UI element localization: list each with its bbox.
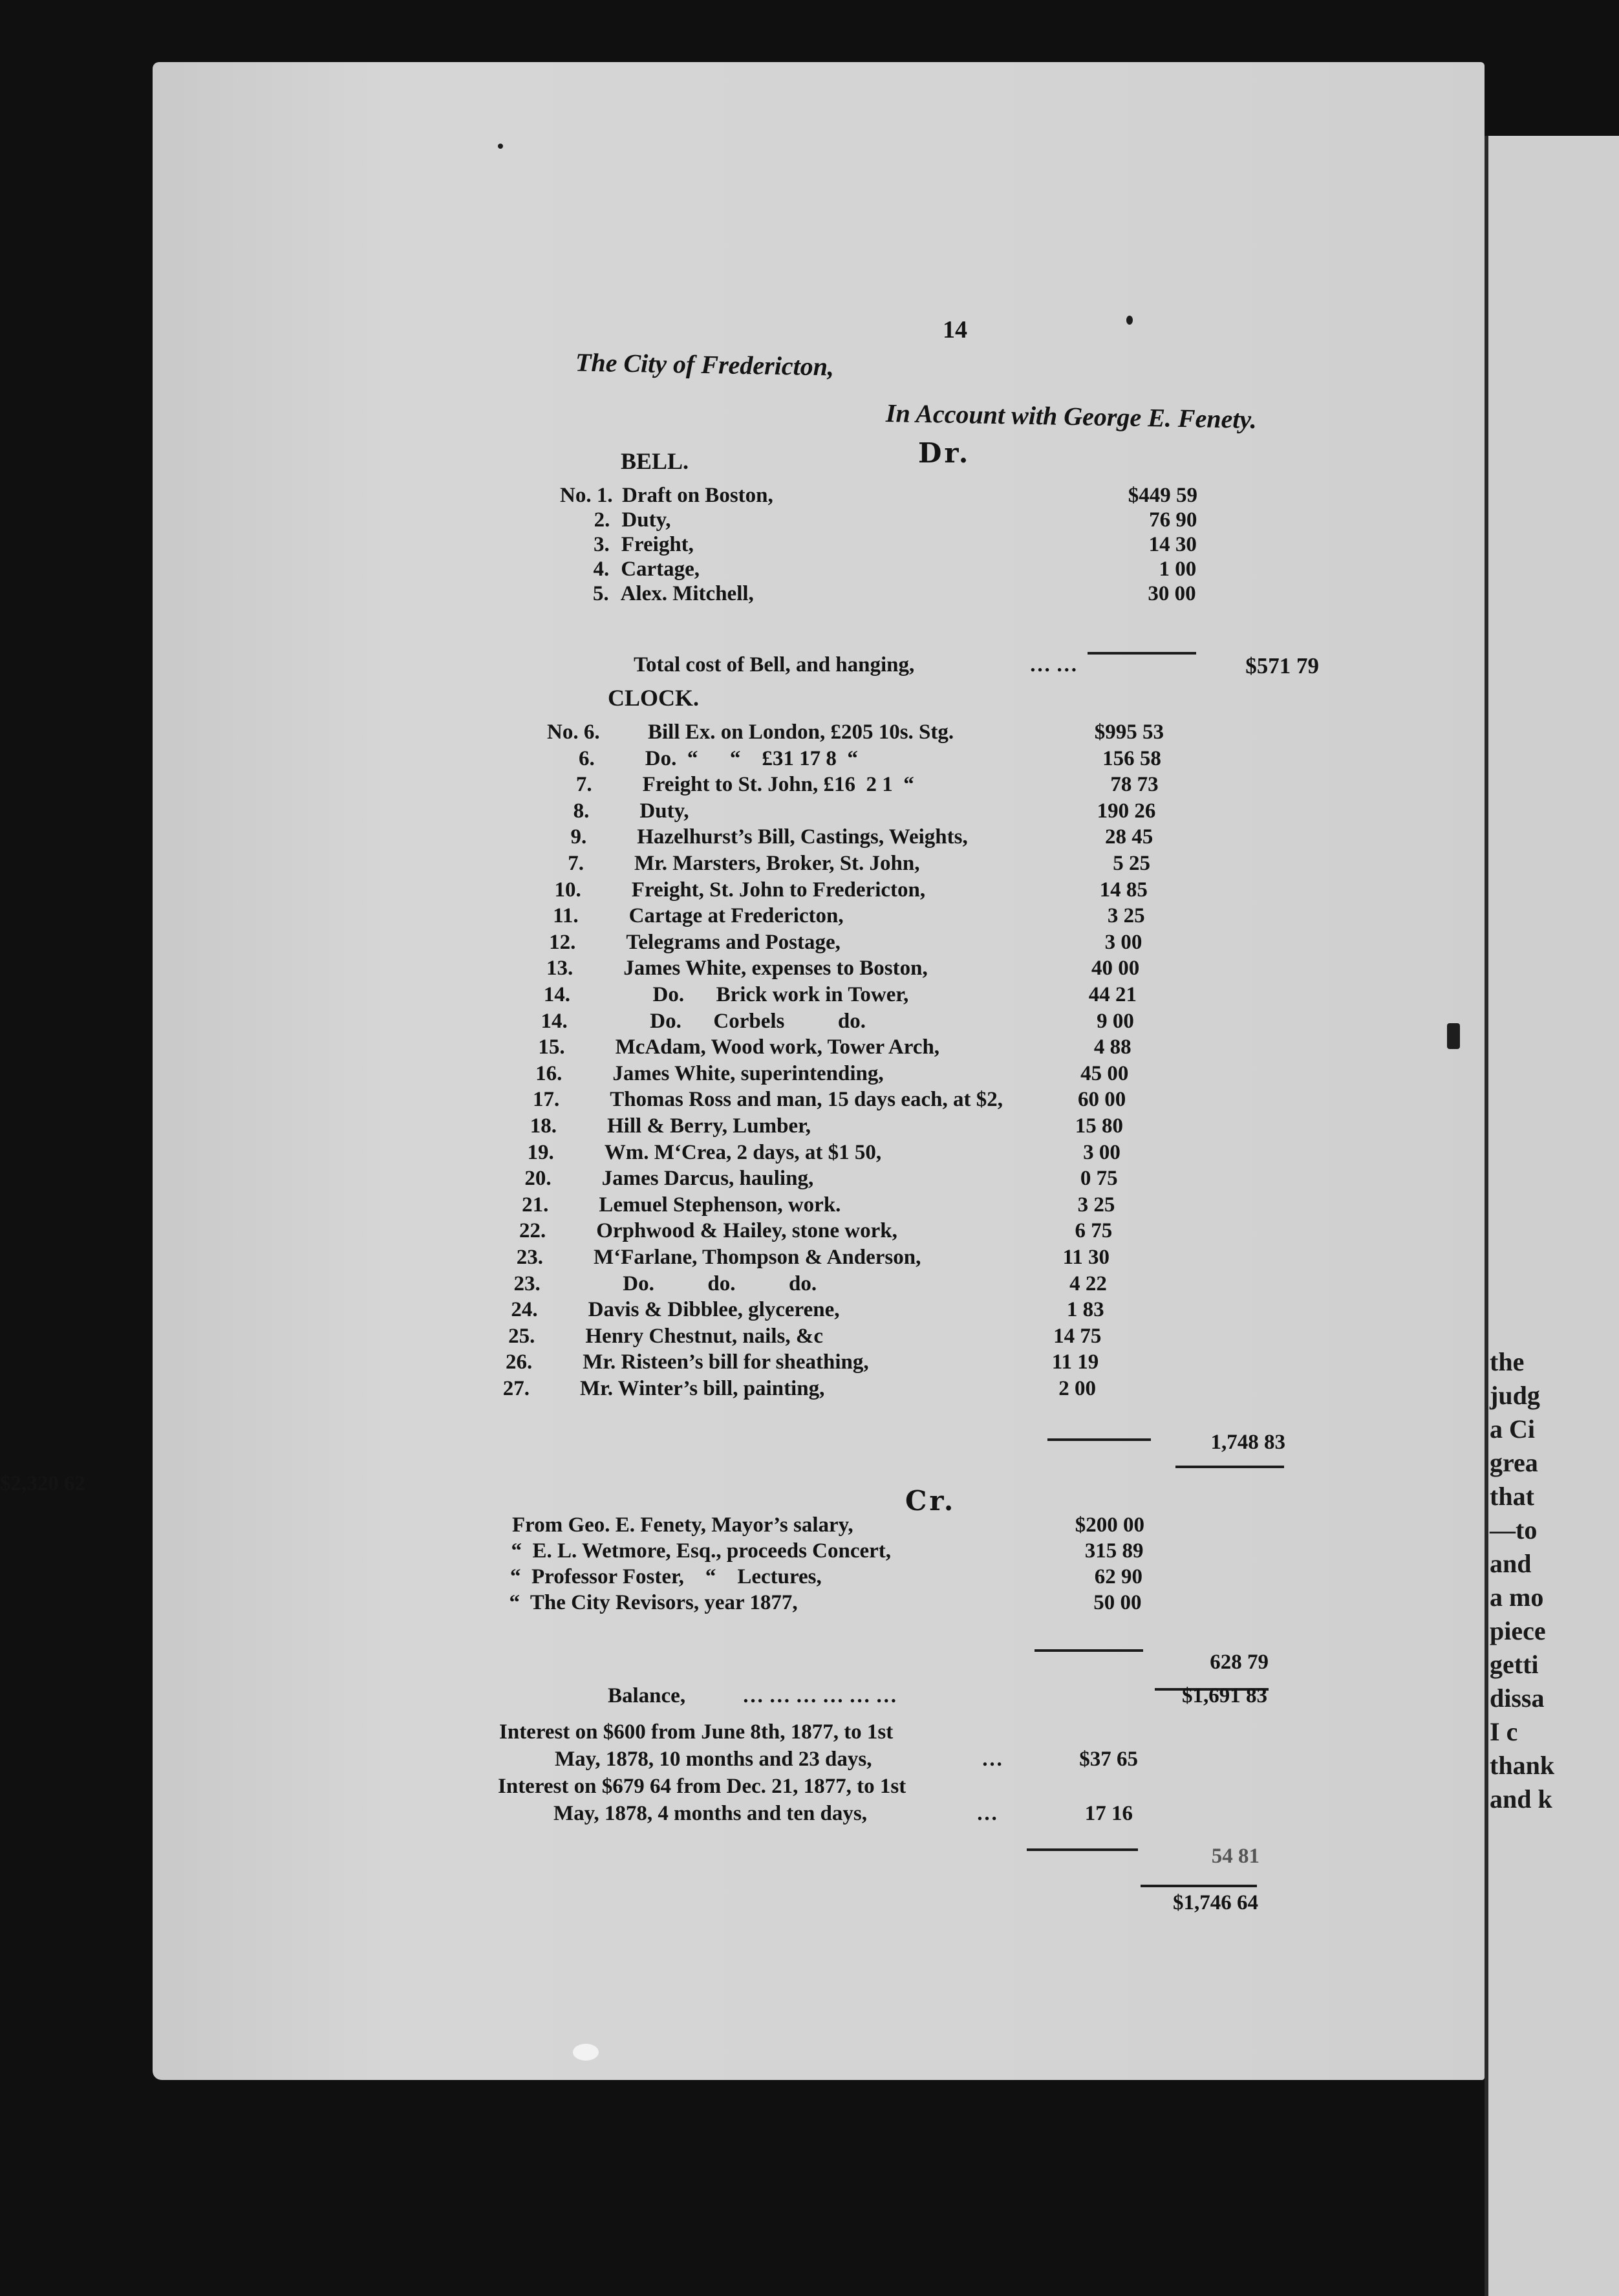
interest-total-amount: 54 81 — [1211, 1845, 1260, 1868]
bell-row — [0, 508, 1197, 534]
clock-item-description: Thomas Ross and man, 15 days each, at $2, — [610, 1088, 1003, 1112]
final-total-row — [0, 1891, 1258, 1917]
clock-row — [0, 904, 1164, 930]
clock-item-description: Cartage at Fredericton, — [628, 904, 844, 928]
credit-row — [0, 1565, 1144, 1591]
facing-page-fragment: getti — [1490, 1650, 1539, 1679]
interest-total-row — [0, 1845, 1260, 1870]
clock-row — [0, 747, 1164, 773]
clock-item-amount: 78 73 — [1110, 773, 1159, 797]
clock-item-amount: 6 75 — [1075, 1219, 1113, 1243]
account-heading-right: In Account with George E. Fenety. — [885, 398, 1258, 435]
clock-row — [0, 1325, 1164, 1350]
account-heading-left: The City of Fredericton, — [575, 347, 835, 382]
clock-row — [0, 773, 1164, 799]
clock-item-number: 22. — [519, 1219, 546, 1243]
clock-item-amount: 60 00 — [1077, 1088, 1126, 1112]
clock-item-amount: 3 25 — [1107, 904, 1145, 928]
clock-item-description: James White, superintending, — [612, 1061, 884, 1085]
balance-amount: $1,691 83 — [1182, 1684, 1267, 1707]
clock-subtotal-amount: 1,748 83 — [1210, 1431, 1285, 1454]
balance-label: Balance, — [608, 1684, 686, 1707]
bell-item-amount: $449 59 — [1128, 484, 1197, 507]
interest-row-1a — [0, 1720, 1035, 1746]
credit-item-description: “ Professor Foster, “ Lectures, — [510, 1565, 822, 1588]
clock-item-number: 14. — [541, 1009, 568, 1033]
clock-row — [0, 1010, 1164, 1035]
final-rule — [1141, 1885, 1257, 1887]
bell-section-label: BELL. — [621, 448, 689, 474]
credit-row — [0, 1591, 1144, 1617]
balance-dots: … … … … … … — [742, 1684, 897, 1707]
interest-2-line-b: May, 1878, 4 months and ten days, — [553, 1802, 867, 1825]
clock-item-description: M‘Farlane, Thompson & Anderson, — [594, 1246, 921, 1269]
clock-row — [0, 983, 1164, 1009]
clock-item-amount: 40 00 — [1091, 957, 1140, 980]
credit-item-description: “ E. L. Wetmore, Esq., proceeds Concert, — [511, 1539, 892, 1563]
interest-2-amount: 17 16 — [1084, 1802, 1133, 1825]
bell-total-row — [0, 653, 1358, 679]
clock-item-description: Freight, St. John to Fredericton, — [631, 878, 926, 902]
interest-row-2a — [0, 1775, 1035, 1801]
bell-item-amount: 1 00 — [1159, 558, 1197, 581]
clock-row — [0, 1062, 1164, 1088]
bell-row — [0, 582, 1197, 608]
clock-item-description: Do. “ “ £31 17 8 “ — [645, 746, 858, 770]
clock-item-amount: 11 30 — [1062, 1246, 1110, 1269]
clock-item-number: 24. — [511, 1298, 538, 1322]
clock-item-description: Orphwood & Hailey, stone work, — [596, 1219, 897, 1243]
clock-item-amount: 11 19 — [1051, 1350, 1099, 1374]
clock-row — [0, 1114, 1164, 1140]
clock-section-label: CLOCK. — [608, 685, 700, 711]
clock-item-description: Freight to St. John, £16 2 1 “ — [642, 773, 914, 797]
clock-item-number: 14. — [543, 983, 570, 1006]
clock-item-amount: 3 00 — [1083, 1140, 1120, 1164]
credit-item-amount: $200 00 — [1075, 1513, 1144, 1537]
credits-total-row — [0, 1651, 1269, 1676]
clock-item-description: Hazelhurst’s Bill, Castings, Weights, — [637, 825, 968, 849]
facing-page-fragment: and k — [1490, 1784, 1552, 1814]
facing-page-fragment: the — [1490, 1347, 1525, 1376]
clock-item-number: 21. — [522, 1193, 549, 1217]
bell-item-amount: 14 30 — [1148, 533, 1197, 556]
bell-item-number: 4. — [593, 558, 610, 581]
credit-heading: Cr. — [905, 1485, 956, 1517]
clock-item-description: Do. do. do. — [590, 1272, 817, 1295]
clock-item-description: James Darcus, hauling, — [601, 1167, 814, 1191]
clock-item-amount: 190 26 — [1097, 799, 1156, 823]
bell-row — [0, 533, 1197, 559]
clock-item-amount: 4 22 — [1069, 1272, 1107, 1295]
clock-item-number: 23. — [516, 1246, 543, 1269]
clock-item-number: 19. — [527, 1140, 554, 1164]
bell-row — [0, 484, 1197, 510]
clock-row — [0, 878, 1164, 904]
clock-item-description: Mr. Winter’s bill, painting, — [580, 1377, 825, 1400]
credit-row — [0, 1539, 1144, 1565]
clock-item-description: Mr. Risteen’s bill for sheathing, — [583, 1350, 869, 1374]
clock-item-number: 20. — [524, 1167, 552, 1191]
clock-item-number: 10. — [554, 878, 581, 902]
facing-page-fragment: judg — [1490, 1381, 1540, 1410]
clock-row — [0, 1246, 1164, 1272]
clock-row — [0, 1298, 1164, 1324]
clock-row — [0, 1350, 1164, 1376]
clock-item-amount: 44 21 — [1088, 983, 1137, 1006]
bell-item-description: Draft on Boston, — [622, 484, 773, 507]
bell-total-amount: $571 79 — [1245, 653, 1319, 678]
clock-item-amount: 3 25 — [1077, 1193, 1115, 1217]
facing-page-fragment: grea — [1490, 1448, 1538, 1477]
clock-item-number: 25. — [508, 1324, 535, 1348]
ink-speck — [1447, 1023, 1460, 1049]
clock-item-amount: 5 25 — [1113, 852, 1150, 875]
clock-item-number: 16. — [535, 1061, 563, 1085]
facing-page-fragment: —to — [1490, 1515, 1538, 1544]
bell-item-number: 2. — [594, 508, 610, 532]
clock-row — [0, 1088, 1164, 1114]
bell-row — [0, 558, 1197, 583]
interest-2-line-a: Interest on $679 64 from Dec. 21, 1877, to 1st — [498, 1775, 906, 1798]
bell-item-number: 5. — [592, 582, 609, 605]
facing-page-fragment: a mo — [1490, 1583, 1544, 1612]
clock-row — [0, 931, 1164, 957]
bell-item-amount: 76 90 — [1149, 508, 1197, 532]
interest-1-dots: … — [981, 1748, 1003, 1771]
clock-item-description: McAdam, Wood work, Tower Arch, — [615, 1035, 940, 1059]
clock-item-amount: 28 45 — [1104, 825, 1153, 849]
clock-item-number: No. 6. — [547, 720, 600, 744]
bell-item-description: Alex. Mitchell, — [620, 582, 754, 605]
credits-total-amount: 628 79 — [1210, 1651, 1269, 1674]
clock-item-amount: 1 83 — [1066, 1298, 1104, 1322]
clock-item-description: Hill & Berry, Lumber, — [607, 1114, 811, 1138]
bell-total-label: Total cost of Bell, and hanging, — [634, 653, 915, 677]
clock-item-number: 27. — [502, 1377, 530, 1400]
clock-item-description: Do. Brick work in Tower, — [621, 983, 909, 1006]
ink-speck — [1126, 316, 1133, 325]
bell-item-description: Cartage, — [621, 558, 700, 581]
clock-item-description: Davis & Dibblee, glycerene, — [588, 1298, 840, 1322]
grand-total-amount: $2,320 62 — [0, 1472, 85, 1495]
page-number: 14 — [943, 316, 967, 343]
clock-item-amount: 45 00 — [1080, 1061, 1129, 1085]
bell-item-description: Duty, — [621, 508, 671, 532]
credit-item-amount: 50 00 — [1093, 1591, 1142, 1614]
interest-row-2b — [0, 1802, 1133, 1828]
clock-row — [0, 1035, 1164, 1061]
clock-subtotal-row — [0, 1431, 1293, 1457]
facing-page-fragment: a Ci — [1490, 1414, 1535, 1444]
clock-row — [0, 957, 1164, 982]
clock-item-amount: 156 58 — [1102, 746, 1161, 770]
clock-item-description: Lemuel Stephenson, work. — [599, 1193, 841, 1217]
bell-item-number: No. 1. — [560, 484, 613, 507]
clock-item-number: 12. — [549, 930, 576, 954]
clock-item-number: 7. — [568, 852, 584, 875]
clock-row — [0, 1377, 1164, 1403]
bell-item-number: 3. — [594, 533, 610, 556]
facing-page-fragment: and — [1490, 1549, 1532, 1578]
clock-row — [0, 1272, 1164, 1298]
clock-item-number: 11. — [553, 904, 579, 928]
balance-row — [0, 1684, 1267, 1710]
clock-item-number: 26. — [505, 1350, 533, 1374]
clock-item-amount: 14 75 — [1053, 1324, 1102, 1348]
clock-item-amount: 15 80 — [1075, 1114, 1123, 1138]
facing-page-edge — [1485, 136, 1619, 2296]
clock-item-amount: 4 88 — [1093, 1035, 1131, 1059]
clock-row — [0, 1219, 1164, 1245]
paper-tear — [573, 2044, 599, 2061]
clock-row — [0, 1193, 1164, 1219]
clock-item-number: 7. — [575, 773, 592, 797]
facing-page-fragment: piece — [1490, 1616, 1546, 1645]
clock-item-number: 13. — [546, 957, 574, 980]
final-total-amount: $1,746 64 — [1173, 1891, 1258, 1914]
facing-page-fragment: thank — [1490, 1751, 1555, 1780]
clock-row — [0, 1167, 1164, 1193]
credit-item-amount: 62 90 — [1094, 1565, 1142, 1588]
bell-total-dots: … … — [1029, 653, 1078, 677]
ink-speck — [498, 144, 503, 149]
clock-item-number: 15. — [538, 1035, 565, 1059]
grand-total-row — [0, 1472, 1280, 1498]
clock-row — [0, 799, 1164, 825]
interest-row-1b — [0, 1748, 1138, 1773]
clock-row — [0, 852, 1164, 878]
clock-item-amount: 2 00 — [1058, 1377, 1096, 1400]
clock-item-amount: 14 85 — [1099, 878, 1148, 902]
clock-item-description: Henry Chestnut, nails, &c — [585, 1324, 823, 1348]
credit-item-amount: 315 89 — [1084, 1539, 1144, 1563]
credit-item-description: “ The City Revisors, year 1877, — [509, 1591, 798, 1614]
clock-item-number: 18. — [530, 1114, 557, 1138]
clock-item-amount: 3 00 — [1104, 930, 1142, 954]
clock-item-amount: 9 00 — [1097, 1009, 1134, 1033]
clock-item-description: Duty, — [639, 799, 689, 823]
clock-item-description: Telegrams and Postage, — [626, 930, 841, 954]
credit-item-description: From Geo. E. Fenety, Mayor’s salary, — [512, 1513, 853, 1537]
clock-item-description: Mr. Marsters, Broker, St. John, — [634, 852, 920, 875]
debit-heading: Dr. — [918, 437, 971, 469]
clock-row — [0, 1141, 1164, 1167]
clock-item-number: 9. — [570, 825, 587, 849]
interest-1-line-a: Interest on $600 from June 8th, 1877, to 1st — [499, 1720, 894, 1744]
interest-1-line-b: May, 1878, 10 months and 23 days, — [555, 1748, 872, 1771]
clock-item-amount: 0 75 — [1080, 1167, 1118, 1191]
grand-total-rule — [1175, 1466, 1284, 1468]
clock-row — [0, 720, 1164, 746]
clock-row — [0, 825, 1164, 851]
bell-item-description: Freight, — [621, 533, 694, 556]
clock-item-description: James White, expenses to Boston, — [623, 957, 928, 980]
clock-item-description: Bill Ex. on London, £205 10s. Stg. — [648, 720, 954, 744]
facing-page-text — [1490, 1345, 1619, 1816]
clock-item-description: Wm. M‘Crea, 2 days, at $1 50, — [604, 1140, 882, 1164]
interest-1-amount: $37 65 — [1079, 1748, 1138, 1771]
facing-page-fragment: that — [1490, 1482, 1534, 1511]
facing-page-fragment: dissa — [1490, 1684, 1545, 1713]
credit-row — [0, 1513, 1144, 1539]
clock-item-number: 8. — [573, 799, 590, 823]
clock-item-number: 17. — [532, 1088, 560, 1112]
bell-item-amount: 30 00 — [1148, 582, 1196, 605]
clock-item-amount: $995 53 — [1094, 720, 1164, 744]
interest-2-dots: … — [976, 1802, 998, 1825]
clock-item-description: Do. Corbels do. — [617, 1009, 866, 1033]
clock-item-number: 23. — [513, 1272, 541, 1295]
clock-item-number: 6. — [579, 746, 595, 770]
facing-page-fragment: I c — [1490, 1717, 1518, 1746]
